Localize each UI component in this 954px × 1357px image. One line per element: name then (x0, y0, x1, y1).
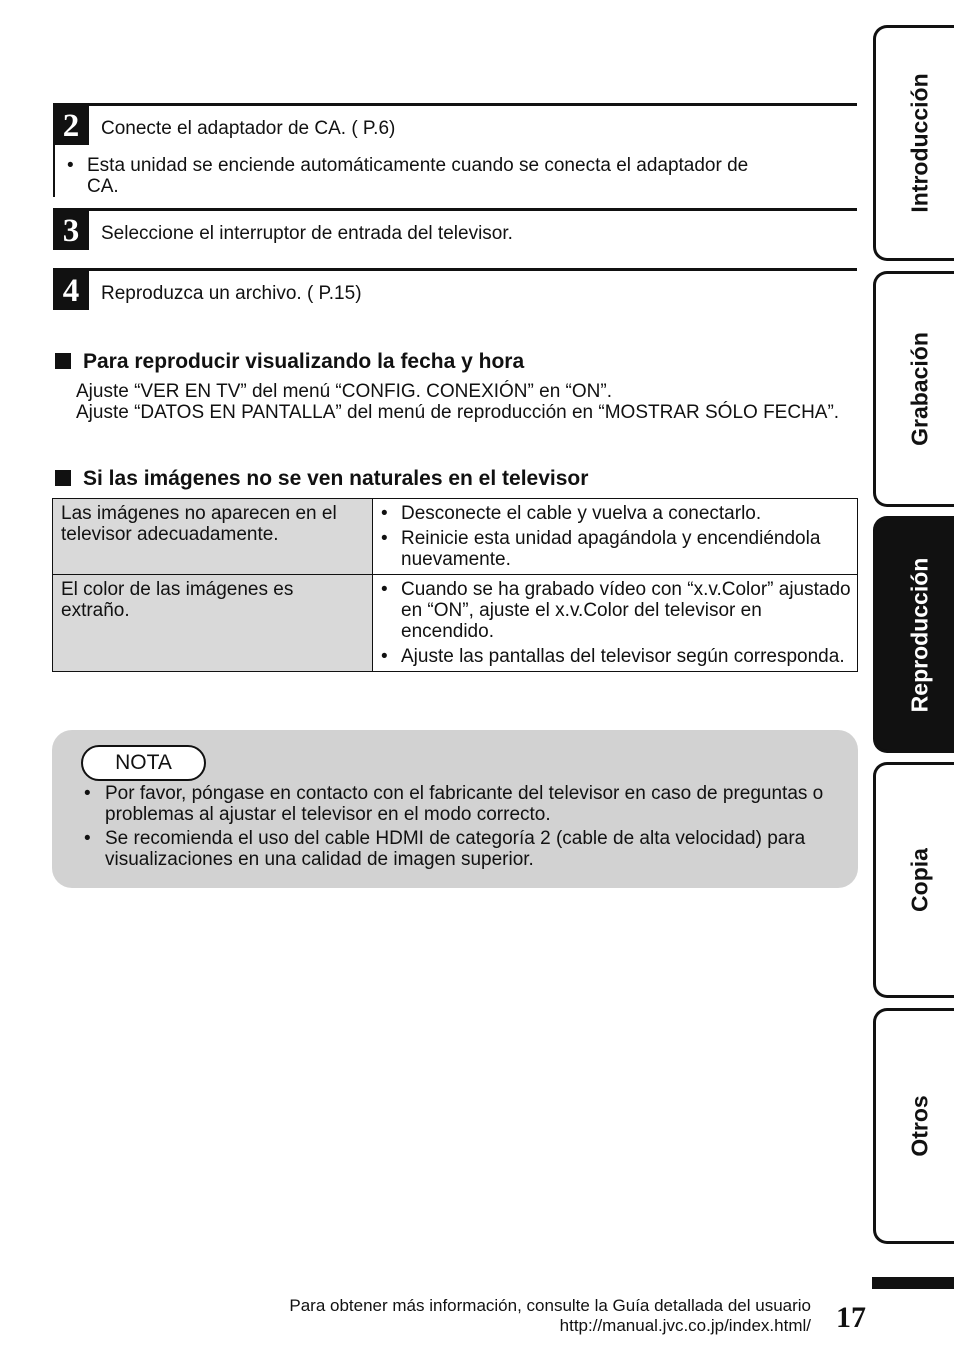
date-instruction-1: Ajuste “VER EN TV” del menú “CONFIG. CONEXIÓN” en “ON”. (76, 381, 612, 402)
step-left-rule (53, 145, 55, 197)
solution-cell (373, 499, 858, 575)
nota-list (84, 783, 824, 873)
date-instruction-2: Ajuste “DATOS EN PANTALLA” del menú de reproducción en “MOSTRAR SÓLO FECHA”. (76, 402, 840, 423)
table-row (53, 575, 858, 672)
tab-label: Reproducción (906, 557, 932, 712)
bullet-text: Esta unidad se enciende automáticamente cuando se conecta el adaptador de (87, 155, 749, 176)
nota-box (52, 730, 858, 888)
step-number: 4 (53, 271, 89, 310)
section-heading-text: Para reproducir visualizando la fecha y hora (83, 350, 525, 373)
nota-item: • Se recomienda el uso del cable HDMI de categoría 2 (cable de alta velocidad) para visualizaciones en una calidad de imagen superior. (84, 828, 824, 870)
nota-item: • Por favor, póngase en contacto con el fabricante del televisor en caso de preguntas o problemas al ajustar el televisor en el modo correcto. (84, 783, 824, 825)
step-number: 2 (53, 106, 89, 145)
section-heading-trouble (55, 467, 588, 491)
step-4 (53, 268, 857, 311)
tab-grabacion[interactable] (873, 271, 954, 507)
step-text: Reproduzca un archivo. ( P.15) (101, 283, 362, 304)
solution-item: • Reinicie esta unidad apagándola y encendiéndola nuevamente. (381, 528, 851, 570)
tab-copia[interactable] (873, 762, 954, 998)
step-number: 3 (53, 211, 89, 250)
problem-cell: Las imágenes no aparecen en el televisor adecuadamente. (53, 499, 373, 575)
step-text: Seleccione el interruptor de entrada del televisor. (101, 223, 513, 244)
solution-cell (373, 575, 858, 672)
tab-label: Otros (906, 1095, 932, 1157)
tab-introduccion[interactable] (873, 25, 954, 261)
bullet-dot: • (67, 155, 74, 176)
step-text: Conecte el adaptador de CA. ( P.6) (101, 118, 396, 139)
solution-item: • Ajuste las pantallas del televisor según corresponda. (381, 646, 851, 667)
bullet-text-cont: CA. (87, 176, 119, 197)
tab-label: Grabación (906, 332, 932, 446)
tab-otros[interactable] (873, 1008, 954, 1244)
nota-label: NOTA (81, 745, 206, 781)
page-number: 17 (836, 1301, 866, 1334)
footer-bar (872, 1277, 954, 1289)
troubleshooting-table (52, 498, 858, 672)
tab-reproduccion[interactable] (873, 516, 954, 753)
footer-info: Para obtener más información, consulte la Guía detallada del usuario (289, 1296, 811, 1315)
solution-item: • Desconecte el cable y vuelva a conectarlo. (381, 503, 851, 524)
tab-label: Copia (906, 848, 932, 912)
step-2 (53, 103, 857, 196)
square-bullet-icon (55, 353, 71, 369)
solution-item: • Cuando se ha grabado vídeo con “x.v.Color” ajustado en “ON”, ajuste el x.v.Color del televisor en encendido. (381, 579, 851, 642)
problem-cell: El color de las imágenes es extraño. (53, 575, 373, 672)
section-heading-text: Si las imágenes no se ven naturales en el televisor (83, 467, 589, 490)
square-bullet-icon (55, 470, 71, 486)
step-3 (53, 208, 857, 251)
section-heading-date (55, 350, 524, 374)
footer-url[interactable]: http://manual.jvc.co.jp/index.html/ (559, 1316, 811, 1335)
table-row (53, 499, 858, 575)
tab-label: Introducción (906, 73, 932, 213)
